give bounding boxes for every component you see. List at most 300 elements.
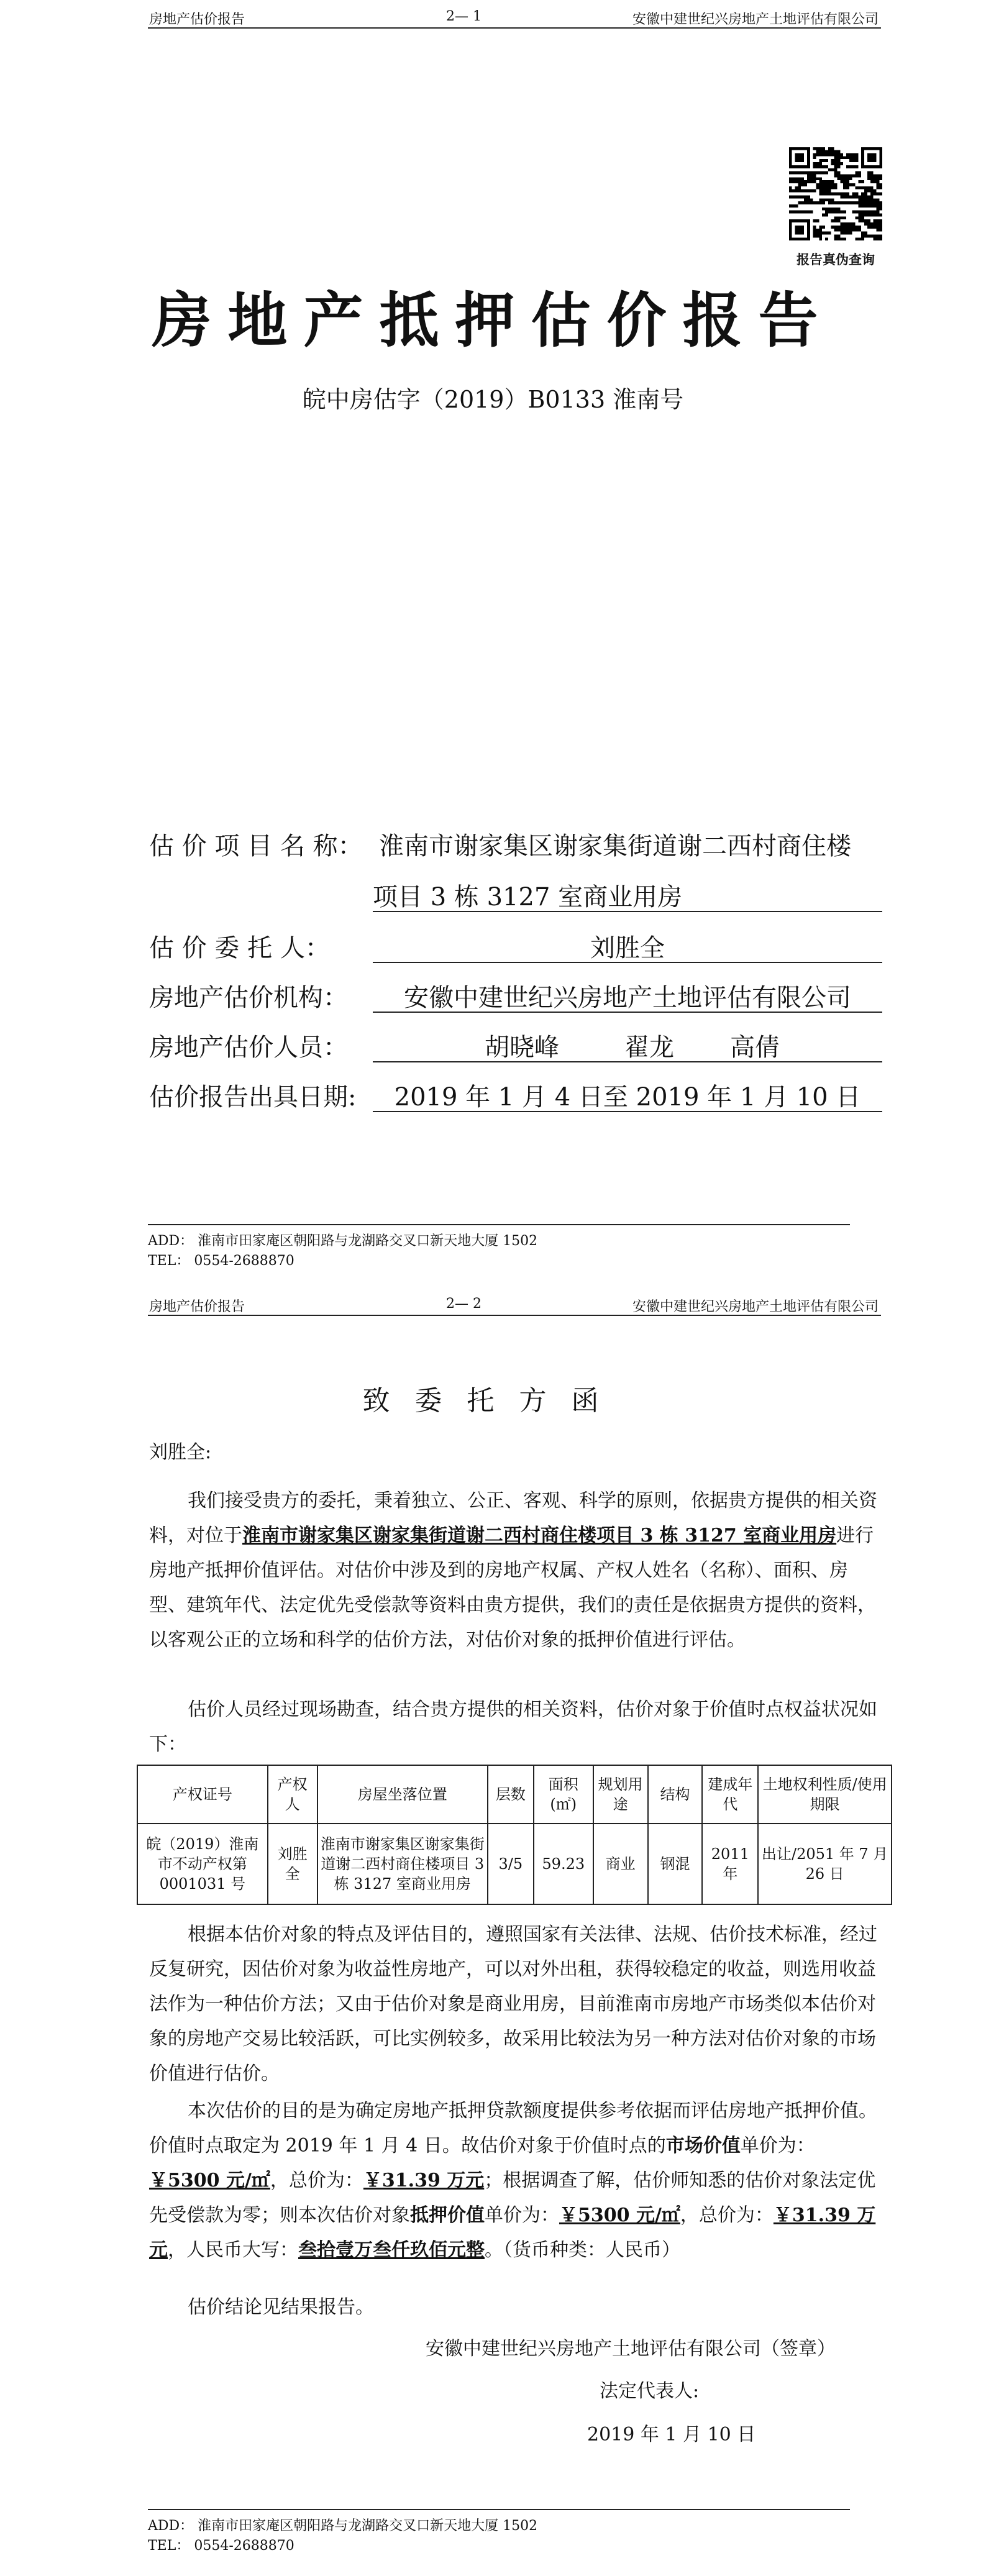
qr-module — [798, 171, 801, 175]
qr-module — [843, 193, 846, 196]
header-page-number: 2— 1 — [446, 9, 482, 24]
qr-module — [819, 201, 822, 204]
qr-module — [843, 183, 846, 186]
qr-module — [834, 165, 838, 168]
paragraph-text: ，人民币大写： — [168, 2239, 298, 2261]
qr-module — [828, 153, 831, 157]
qr-module — [828, 183, 831, 186]
qr-module — [834, 150, 838, 153]
qr-module — [870, 177, 874, 180]
qr-module — [874, 180, 877, 183]
qr-module — [831, 183, 834, 186]
qr-module — [849, 183, 852, 186]
qr-module — [804, 180, 807, 183]
letter-title: 致委托方函 — [362, 1385, 624, 1417]
qr-module — [846, 222, 849, 226]
qr-module — [876, 234, 879, 237]
paragraph-conclusion: 估价结论见结果报告。 — [188, 2296, 374, 2318]
qr-module — [819, 150, 822, 153]
qr-module — [801, 201, 804, 204]
qr-module — [870, 198, 874, 201]
qr-module — [837, 156, 840, 159]
qr-module — [870, 193, 874, 196]
qr-module — [879, 204, 882, 208]
qr-module — [822, 165, 825, 168]
qr-module — [810, 177, 813, 180]
qr-module — [822, 214, 825, 217]
qr-module — [856, 156, 859, 159]
qr-module — [804, 198, 807, 201]
qr-module — [798, 177, 801, 180]
qr-module — [849, 222, 852, 226]
qr-module — [822, 147, 825, 150]
qr-module — [792, 195, 795, 198]
paragraph-text: 。（货币种类：人民币） — [485, 2239, 680, 2261]
qr-module — [831, 180, 834, 183]
qr-module — [856, 195, 859, 198]
qr-module — [879, 201, 882, 204]
header-company: 安徽中建世纪兴房地产土地评估有限公司 — [632, 1299, 879, 1315]
qr-module — [843, 180, 846, 183]
qr-module — [828, 186, 831, 190]
qr-module — [874, 198, 877, 201]
qr-module — [874, 214, 877, 217]
qr-module — [792, 171, 795, 175]
table-cell: 出让/2051 年 7 月 26 日 — [758, 1824, 892, 1904]
qr-module — [789, 190, 792, 193]
qr-module — [876, 219, 879, 222]
qr-module — [861, 198, 864, 201]
appraiser-name: 高倩 — [730, 1033, 780, 1062]
qr-module — [816, 165, 819, 168]
qr-module — [856, 226, 859, 229]
qr-module — [846, 156, 849, 159]
paragraph-valuation — [149, 2094, 882, 2268]
qr-module — [874, 204, 877, 208]
qr-module — [849, 201, 852, 204]
qr-module — [831, 193, 834, 196]
qr-module — [822, 171, 825, 175]
page-header — [148, 9, 881, 29]
qr-module — [879, 183, 882, 186]
qr-module — [870, 222, 874, 226]
qr-module — [858, 211, 861, 214]
qr-module — [867, 219, 870, 222]
qr-module — [843, 229, 846, 232]
qr-module — [825, 183, 828, 186]
qr-module — [813, 162, 816, 165]
table-cell: 皖（2019）淮南市不动产权第 0001031 号 — [137, 1824, 268, 1904]
qr-module — [825, 171, 828, 175]
qr-module — [870, 226, 874, 229]
qr-module — [861, 219, 864, 222]
qr-module — [789, 211, 792, 214]
qr-module — [819, 229, 822, 232]
qr-module — [876, 214, 879, 217]
qr-module — [816, 201, 819, 204]
qr-module — [861, 204, 864, 208]
qr-module — [864, 190, 867, 193]
qr-module — [843, 226, 846, 229]
letter-page — [0, 1292, 986, 2576]
qr-module — [837, 208, 840, 211]
qr-module — [846, 186, 849, 190]
qr-module — [840, 195, 843, 198]
qr-module — [795, 204, 798, 208]
appraiser-value — [373, 1028, 882, 1062]
qr-module — [789, 204, 792, 208]
qr-module — [819, 226, 822, 229]
qr-module — [819, 180, 822, 183]
qr-module — [849, 174, 852, 177]
qr-module — [874, 193, 877, 196]
qr-module — [858, 201, 861, 204]
qr-module — [801, 190, 804, 193]
qr-module — [849, 165, 852, 168]
qr-module — [861, 201, 864, 204]
qr-module — [804, 195, 807, 198]
qr-module — [825, 186, 828, 190]
qr-module — [856, 229, 859, 232]
qr-module — [840, 180, 843, 183]
qr-module — [867, 214, 870, 217]
qr-module — [879, 186, 882, 190]
qr-module — [801, 195, 804, 198]
qr-module — [861, 180, 864, 183]
qr-module — [837, 174, 840, 177]
qr-module — [795, 190, 798, 193]
qr-module — [828, 208, 831, 211]
qr-module — [876, 186, 879, 190]
qr-module — [837, 150, 840, 153]
qr-module — [795, 186, 798, 190]
qr-module — [816, 186, 819, 190]
qr-module — [846, 201, 849, 204]
qr-module — [819, 147, 822, 150]
qr-module — [864, 222, 867, 226]
page-footer — [148, 1224, 881, 1270]
date-value: 2019 年 1 月 4 日至 2019 年 1 月 10 日 — [373, 1077, 882, 1112]
table-header-row — [137, 1765, 892, 1824]
qr-module — [852, 201, 856, 204]
table-cell: 刘胜全 — [268, 1824, 317, 1904]
qr-module — [819, 193, 822, 196]
qr-module — [834, 183, 838, 186]
qr-module — [828, 168, 831, 171]
qr-module — [813, 232, 816, 235]
qr-module — [867, 195, 870, 198]
qr-module — [813, 219, 816, 222]
qr-module — [834, 162, 838, 165]
footer-tel: TEL： 0554-2688870 — [148, 1253, 294, 1269]
qr-module — [879, 193, 882, 196]
qr-module — [822, 198, 825, 201]
qr-module — [837, 193, 840, 196]
qr-module — [819, 171, 822, 175]
qr-module — [801, 183, 804, 186]
qr-module — [876, 211, 879, 214]
qr-module — [831, 208, 834, 211]
qr-module — [843, 177, 846, 180]
qr-module — [816, 150, 819, 153]
qr-module — [856, 193, 859, 196]
qr-module — [849, 156, 852, 159]
qr-module — [870, 204, 874, 208]
qr-module — [852, 153, 856, 157]
qr-module — [874, 190, 877, 193]
qr-module — [810, 180, 813, 183]
qr-module — [834, 237, 838, 240]
qr-module — [813, 190, 816, 193]
qr-module — [858, 229, 861, 232]
qr-module — [837, 219, 840, 222]
table-header-cell: 建成年代 — [702, 1765, 758, 1824]
qr-module — [856, 186, 859, 190]
qr-module — [834, 186, 838, 190]
qr-module — [828, 232, 831, 235]
qr-module — [840, 226, 843, 229]
page-header — [148, 1296, 881, 1316]
table-cell: 钢混 — [648, 1824, 703, 1904]
qr-module — [879, 219, 882, 222]
qr-module — [876, 198, 879, 201]
qr-module — [789, 180, 792, 183]
paragraph-text: 单价为： — [740, 2135, 815, 2157]
qr-module — [810, 190, 813, 193]
qr-module — [813, 201, 816, 204]
qr-module — [867, 177, 870, 180]
qr-module — [864, 198, 867, 201]
qr-module — [816, 219, 819, 222]
qr-module — [792, 180, 795, 183]
market-unit-price: ￥5300 元/㎡ — [149, 2170, 270, 2191]
qr-module — [801, 171, 804, 175]
qr-module — [828, 201, 831, 204]
qr-module — [846, 180, 849, 183]
qr-module — [840, 156, 843, 159]
qr-module — [825, 150, 828, 153]
qr-module — [843, 222, 846, 226]
qr-module — [874, 177, 877, 180]
qr-module — [795, 180, 798, 183]
qr-module — [834, 229, 838, 232]
qr-module — [816, 234, 819, 237]
qr-module — [837, 201, 840, 204]
qr-module — [864, 204, 867, 208]
qr-module — [846, 177, 849, 180]
qr-module — [867, 171, 870, 175]
qr-module — [874, 174, 877, 177]
qr-module — [795, 171, 798, 175]
qr-module — [840, 162, 843, 165]
qr-module — [843, 232, 846, 235]
qr-module — [840, 177, 843, 180]
table-cell: 2011 年 — [702, 1824, 758, 1904]
qr-module — [822, 150, 825, 153]
qr-module — [867, 234, 870, 237]
qr-module — [858, 198, 861, 201]
qr-module — [813, 156, 816, 159]
qr-module — [849, 229, 852, 232]
project-label: 估 价 项 目 名 称： — [149, 832, 363, 861]
qr-module — [843, 201, 846, 204]
qr-module — [879, 234, 882, 237]
paragraph-intro — [149, 1484, 882, 1658]
qr-module — [879, 214, 882, 217]
qr-module — [840, 222, 843, 226]
qr-module — [837, 165, 840, 168]
qr-module — [846, 229, 849, 232]
qr-module — [819, 186, 822, 190]
table-header-cell: 规划用途 — [593, 1765, 648, 1824]
qr-module — [828, 190, 831, 193]
qr-module — [795, 211, 798, 214]
qr-module — [834, 159, 838, 162]
qr-module — [864, 232, 867, 235]
qr-module — [843, 195, 846, 198]
qr-module — [831, 153, 834, 157]
table-cell: 淮南市谢家集区谢家集街道谢二西村商住楼项目 3 栋 3127 室商业用房 — [317, 1824, 488, 1904]
amount-in-words: 叁拾壹万叁仟玖佰元整 — [298, 2239, 485, 2261]
table-cell: 59.23 — [534, 1824, 593, 1904]
qr-module — [843, 216, 846, 219]
signature-representative: 法定代表人: — [600, 2380, 700, 2402]
qr-module — [840, 201, 843, 204]
qr-module — [876, 174, 879, 177]
page-footer — [148, 2509, 881, 2555]
qr-module — [798, 186, 801, 190]
qr-module — [879, 237, 882, 240]
qr-module — [846, 226, 849, 229]
qr-module — [837, 162, 840, 165]
qr-module — [867, 198, 870, 201]
qr-module — [870, 186, 874, 190]
qr-module — [861, 211, 864, 214]
qr-module — [861, 234, 864, 237]
qr-module — [813, 226, 816, 229]
qr-module — [861, 232, 864, 235]
qr-module — [874, 211, 877, 214]
header-page-number: 2— 2 — [446, 1296, 482, 1312]
qr-module — [834, 156, 838, 159]
qr-module — [876, 229, 879, 232]
qr-module — [874, 219, 877, 222]
header-left: 房地产估价报告 — [149, 12, 245, 27]
client-label: 估 价 委 托 人： — [149, 934, 330, 962]
qr-module — [831, 201, 834, 204]
qr-module — [858, 226, 861, 229]
qr-module — [810, 174, 813, 177]
qr-module — [870, 180, 874, 183]
qr-module — [825, 232, 828, 235]
qr-module — [819, 234, 822, 237]
qr-module — [816, 183, 819, 186]
qr-module — [849, 159, 852, 162]
qr-module — [807, 174, 810, 177]
qr-module — [843, 156, 846, 159]
qr-module — [864, 193, 867, 196]
qr-module — [849, 226, 852, 229]
qr-module — [795, 177, 798, 180]
qr-module — [852, 165, 856, 168]
qr-module — [870, 195, 874, 198]
qr-module — [834, 219, 838, 222]
qr-module — [819, 165, 822, 168]
qr-module — [834, 234, 838, 237]
qr-module — [864, 201, 867, 204]
qr-module — [879, 226, 882, 229]
qr-module — [843, 174, 846, 177]
qr-module — [846, 183, 849, 186]
qr-module — [816, 147, 819, 150]
mortgage-value-label: 抵押价值 — [410, 2204, 485, 2226]
qr-module — [876, 177, 879, 180]
report-title: 房地产抵押估价报告 — [152, 285, 834, 355]
qr-module — [819, 198, 822, 201]
qr-module — [867, 190, 870, 193]
report-number: 皖中房估字（2019）B0133 淮南号 — [302, 386, 684, 413]
qr-module — [867, 174, 870, 177]
qr-module — [861, 216, 864, 219]
qr-module — [867, 226, 870, 229]
footer-rule — [148, 2509, 850, 2510]
qr-module — [831, 147, 834, 150]
qr-module — [825, 211, 828, 214]
signature-date: 2019 年 1 月 10 日 — [587, 2424, 756, 2446]
qr-module — [813, 165, 816, 168]
qr-module — [792, 204, 795, 208]
qr-code-icon[interactable] — [786, 144, 885, 244]
qr-module — [819, 177, 822, 180]
market-value-label: 市场价值 — [665, 2135, 741, 2157]
qr-module — [870, 190, 874, 193]
qr-module — [798, 190, 801, 193]
qr-module — [831, 198, 834, 201]
qr-module — [795, 195, 798, 198]
qr-module — [879, 229, 882, 232]
qr-module — [858, 195, 861, 198]
qr-module — [856, 171, 859, 175]
qr-module — [810, 201, 813, 204]
qr-module — [831, 168, 834, 171]
qr-module — [856, 216, 859, 219]
qr-module — [801, 177, 804, 180]
qr-module — [831, 219, 834, 222]
qr-module — [858, 204, 861, 208]
qr-module — [849, 232, 852, 235]
qr-module — [798, 211, 801, 214]
qr-module — [816, 232, 819, 235]
qr-module — [852, 211, 856, 214]
qr-module — [837, 229, 840, 232]
qr-module — [861, 193, 864, 196]
qr-module — [822, 186, 825, 190]
table-header-cell: 土地权利性质/使用期限 — [758, 1765, 892, 1824]
qr-module — [804, 211, 807, 214]
qr-module — [825, 153, 828, 157]
qr-module — [849, 195, 852, 198]
qr-module — [807, 195, 810, 198]
qr-module — [870, 211, 874, 214]
qr-module — [837, 177, 840, 180]
qr-module — [831, 162, 834, 165]
qr-module — [846, 174, 849, 177]
qr-module — [822, 180, 825, 183]
qr-module — [852, 183, 856, 186]
qr-module — [825, 198, 828, 201]
qr-module — [870, 171, 874, 175]
qr-module — [831, 226, 834, 229]
